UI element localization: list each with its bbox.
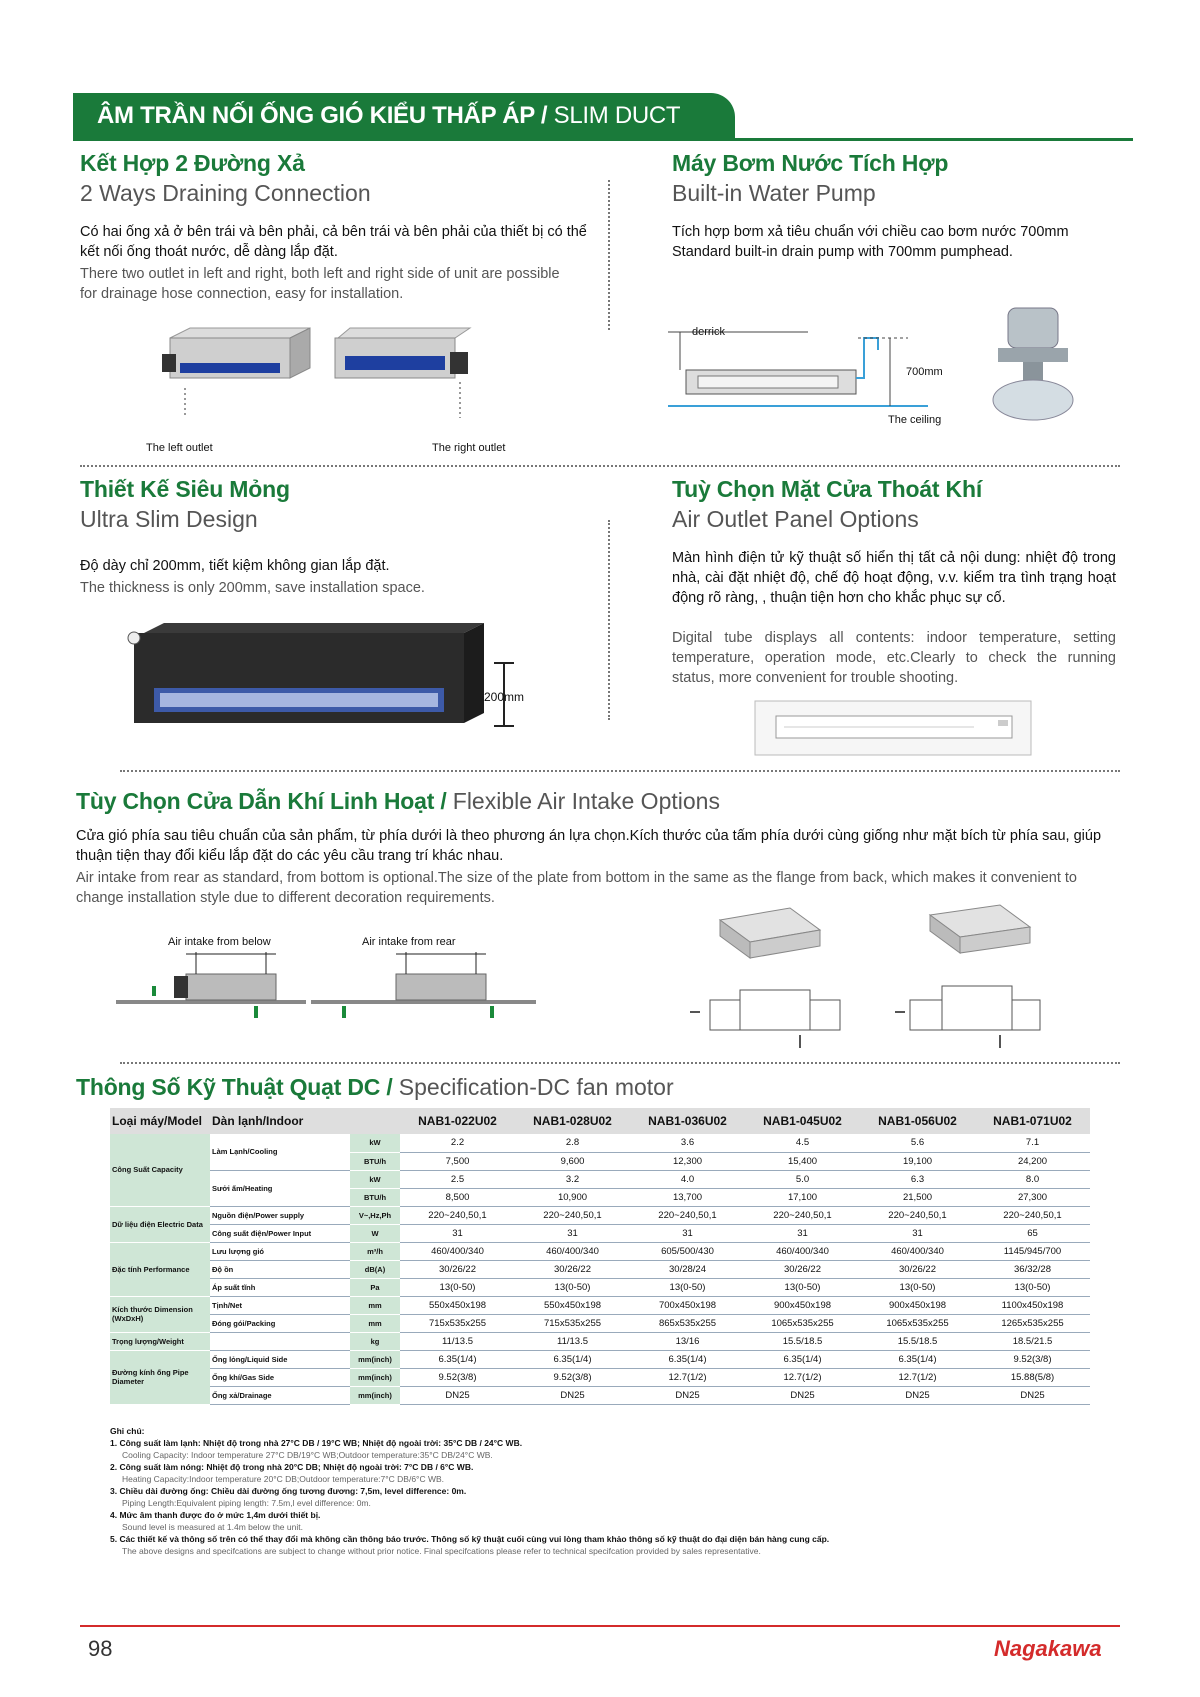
- spec-value: 220~240,50,1: [630, 1206, 745, 1224]
- spec-value: 8,500: [400, 1188, 515, 1206]
- header-model: NAB1-056U02: [860, 1108, 975, 1134]
- spec-value: 6.35(1/4): [860, 1350, 975, 1368]
- spec-value: 700x450x198: [630, 1296, 745, 1314]
- spec-value: 30/26/22: [745, 1260, 860, 1278]
- spec-row: [110, 1350, 1090, 1368]
- spec-unit: V~,Hz,Ph: [350, 1206, 400, 1224]
- spec-value: DN25: [975, 1386, 1090, 1404]
- spec-value: 9.52(3/8): [975, 1350, 1090, 1368]
- spec-unit: BTU/h: [350, 1188, 400, 1206]
- pump-height-label: 700mm: [906, 366, 943, 378]
- spec-value: 24,200: [975, 1152, 1090, 1170]
- note-vi: 3. Chiều dài đường ống: Chiều dài đường ống tương đương: 7,5m, level difference: 0m.: [110, 1486, 467, 1496]
- spec-value: 6.35(1/4): [515, 1350, 630, 1368]
- spec-value: 21,500: [860, 1188, 975, 1206]
- spec-value: 220~240,50,1: [515, 1206, 630, 1224]
- air-intake-unit-images: [680, 900, 1120, 1050]
- spec-value: 8.0: [975, 1170, 1090, 1188]
- spec-value: 12,300: [630, 1152, 745, 1170]
- brand-logo: Nagakawa: [994, 1636, 1102, 1661]
- spec-value: 7,500: [400, 1152, 515, 1170]
- spec-item-label: [210, 1332, 350, 1350]
- spec-value: 30/26/22: [860, 1260, 975, 1278]
- sec4-title-vi: Tuỳ Chọn Mặt Cửa Thoát Khí: [672, 476, 983, 502]
- spec-value: DN25: [400, 1386, 515, 1404]
- sec2-text-vi: Tích hợp bơm xả tiêu chuẩn với chiều cao bơm nước 700mm: [672, 224, 1069, 240]
- sec5-text-vi: Cửa gió phía sau tiêu chuẩn của sản phẩm, từ phía dưới là theo phương án lựa chọn.Kích thước của tấm phía dưới cùng giống như mặt bích từ phía sau, giúp thuận tiện thay đổi kiểu lắp đặt do các yêu cầu trang trí khác nhau.: [76, 828, 1102, 864]
- spec-value: 220~240,50,1: [745, 1206, 860, 1224]
- intake-below-label: Air intake from below: [168, 936, 271, 948]
- spec-group-label: Dữ liệu điện Electric Data: [110, 1206, 210, 1242]
- divider-horizontal-1: [80, 465, 1120, 467]
- section-banner: [73, 93, 735, 139]
- intake-rear-label: Air intake from rear: [362, 936, 456, 948]
- water-pump-image: [978, 300, 1088, 430]
- spec-value: 13(0-50): [975, 1278, 1090, 1296]
- spec-row: [110, 1170, 1090, 1188]
- spec-group-label: Kích thước Dimension (WxDxH): [110, 1296, 210, 1332]
- note-vi: 1. Công suất làm lạnh: Nhiệt độ trong nhà 27°C DB / 19°C WB; Nhiệt độ ngoài trời: 35°C DB / 24°C WB.: [110, 1438, 523, 1448]
- spec-value: DN25: [515, 1386, 630, 1404]
- spec-value: 6.35(1/4): [630, 1350, 745, 1368]
- spec-item-label: Ống xả/Drainage: [210, 1386, 350, 1404]
- spec-value: 220~240,50,1: [400, 1206, 515, 1224]
- spec-value: 30/26/22: [400, 1260, 515, 1278]
- spec-value: 6.35(1/4): [745, 1350, 860, 1368]
- spec-item-label: Đóng gói/Packing: [210, 1314, 350, 1332]
- sec2-text-en: Standard built-in drain pump with 700mm pumphead.: [672, 244, 1013, 260]
- thickness-label: 200mm: [484, 690, 525, 704]
- sec4-text-en: Digital tube displays all contents: indoor temperature, setting temperature, operation mode, etc.Clearly to check the running status, more convenient for trouble shooting.: [672, 630, 1116, 686]
- spec-value: 4.0: [630, 1170, 745, 1188]
- spec-group-label: Công Suất Capacity: [110, 1134, 210, 1206]
- air-intake-diagrams: [116, 952, 546, 1022]
- spec-value: 13(0-50): [745, 1278, 860, 1296]
- sec1-text-en: There two outlet in left and right, both left and right side of unit are possible for drainage hose connection, easy for installation.: [80, 266, 560, 302]
- spec-item-label: Lưu lượng gió: [210, 1242, 350, 1260]
- spec-value: 5.6: [860, 1134, 975, 1152]
- sec5-title-vi: Tùy Chọn Cửa Dẫn Khí Linh Hoạt /: [76, 788, 453, 814]
- spec-row: [110, 1296, 1090, 1314]
- spec-value: 6.3: [860, 1170, 975, 1188]
- spec-value: 12.7(1/2): [860, 1368, 975, 1386]
- spec-row: [110, 1278, 1090, 1296]
- left-outlet-label: The left outlet: [146, 442, 213, 454]
- spec-value: 13/16: [630, 1332, 745, 1350]
- spec-row: [110, 1224, 1090, 1242]
- spec-value: 3.6: [630, 1134, 745, 1152]
- spec-item-label: Ống khí/Gas Side: [210, 1368, 350, 1386]
- spec-value: DN25: [745, 1386, 860, 1404]
- spec-value: 10,900: [515, 1188, 630, 1206]
- spec-value: 18.5/21.5: [975, 1332, 1090, 1350]
- spec-value: 7.1: [975, 1134, 1090, 1152]
- sec5-title: [76, 788, 720, 815]
- sec5-title-en: Flexible Air Intake Options: [452, 788, 720, 814]
- spec-value: 1100x450x198: [975, 1296, 1090, 1314]
- sec3-text-en: The thickness is only 200mm, save installation space.: [80, 580, 425, 596]
- spec-unit: mm(inch): [350, 1368, 400, 1386]
- spec-value: 13(0-50): [515, 1278, 630, 1296]
- spec-value: 13(0-50): [860, 1278, 975, 1296]
- spec-item-label: Làm Lạnh/Cooling: [210, 1134, 350, 1170]
- spec-value: 1065x535x255: [745, 1314, 860, 1332]
- spec-item-label: Nguồn điện/Power supply: [210, 1206, 350, 1224]
- banner-title-en: SLIM DUCT: [553, 102, 681, 129]
- spec-unit: dB(A): [350, 1260, 400, 1278]
- sec2-title-en: Built-in Water Pump: [672, 180, 876, 206]
- spec-row: [110, 1242, 1090, 1260]
- spec-value: 460/400/340: [400, 1242, 515, 1260]
- spec-unit: Pa: [350, 1278, 400, 1296]
- right-outlet-label: The right outlet: [432, 442, 506, 454]
- spec-unit: mm(inch): [350, 1386, 400, 1404]
- sec5-text-en: Air intake from rear as standard, from bottom is optional.The size of the plate from bottom in the same as the flange from back, which makes it convenient to change installation style due to different decoration requirements.: [76, 870, 1077, 906]
- header-model: NAB1-022U02: [400, 1108, 515, 1134]
- spec-value: 9.52(3/8): [515, 1368, 630, 1386]
- spec-title-en: Specification-DC fan motor: [398, 1074, 674, 1100]
- spec-value: DN25: [630, 1386, 745, 1404]
- sec3-title-en: Ultra Slim Design: [80, 506, 258, 532]
- header-indoor: Dàn lạnh/Indoor: [210, 1108, 400, 1134]
- spec-value: 13(0-50): [400, 1278, 515, 1296]
- sec1-text-vi: Có hai ống xả ở bên trái và bên phải, cả bên trái và bên phải của thiết bị có thể kết nối ống thoát nước, dễ dàng lắp đặt.: [80, 224, 587, 260]
- divider-vertical-2: [608, 520, 610, 720]
- spec-item-label: Áp suất tĩnh: [210, 1278, 350, 1296]
- spec-value: 12.7(1/2): [745, 1368, 860, 1386]
- derrick-label: derrick: [692, 326, 726, 338]
- ceiling-label: The ceiling: [888, 414, 942, 426]
- sec2-title-vi: Máy Bơm Nước Tích Hợp: [672, 150, 949, 176]
- spec-value: 1145/945/700: [975, 1242, 1090, 1260]
- spec-value: DN25: [860, 1386, 975, 1404]
- sec3-title-vi: Thiết Kế Siêu Mỏng: [80, 476, 290, 502]
- spec-unit: mm: [350, 1296, 400, 1314]
- spec-value: 1065x535x255: [860, 1314, 975, 1332]
- spec-table-wrap: [110, 1108, 1090, 1405]
- divider-horizontal-3: [120, 1062, 1120, 1064]
- duct-units-outlets-image: [160, 318, 500, 438]
- spec-value: 220~240,50,1: [860, 1206, 975, 1224]
- spec-item-label: Sưởi ấm/Heating: [210, 1170, 350, 1206]
- note-vi: 2. Công suất làm nóng: Nhiệt độ trong nhà 20°C DB; Nhiệt độ ngoài trời: 7°C DB / 6°C WB.: [110, 1462, 474, 1472]
- spec-row: [110, 1134, 1090, 1152]
- spec-row: [110, 1332, 1090, 1350]
- header-model: NAB1-028U02: [515, 1108, 630, 1134]
- spec-value: 11/13.5: [400, 1332, 515, 1350]
- spec-value: 900x450x198: [745, 1296, 860, 1314]
- spec-value: 550x450x198: [400, 1296, 515, 1314]
- spec-unit: W: [350, 1224, 400, 1242]
- note-en: Piping Length:Equivalent piping length: 7.5m,l evel difference: 0m.: [122, 1498, 371, 1508]
- banner-title-vi: ÂM TRẦN NỐI ỐNG GIÓ KIỂU THẤP ÁP /: [97, 102, 554, 129]
- spec-value: 220~240,50,1: [975, 1206, 1090, 1224]
- spec-item-label: Độ ồn: [210, 1260, 350, 1278]
- air-outlet-panel-image: [754, 700, 1034, 758]
- header-model: NAB1-045U02: [745, 1108, 860, 1134]
- spec-value: 15,400: [745, 1152, 860, 1170]
- spec-value: 31: [515, 1224, 630, 1242]
- spec-value: 27,300: [975, 1188, 1090, 1206]
- spec-value: 715x535x255: [400, 1314, 515, 1332]
- spec-value: 31: [860, 1224, 975, 1242]
- spec-unit: mm: [350, 1314, 400, 1332]
- spec-value: 17,100: [745, 1188, 860, 1206]
- spec-value: 11/13.5: [515, 1332, 630, 1350]
- sec3-text-vi: Độ dày chỉ 200mm, tiết kiệm không gian lắp đặt.: [80, 558, 390, 574]
- spec-value: 6.35(1/4): [400, 1350, 515, 1368]
- slim-unit-image: [124, 618, 524, 738]
- spec-value: 550x450x198: [515, 1296, 630, 1314]
- spec-value: 2.8: [515, 1134, 630, 1152]
- spec-group-label: Đường kính ống Pipe Diameter: [110, 1350, 210, 1404]
- sec4-title-en: Air Outlet Panel Options: [672, 506, 919, 532]
- spec-value: 13(0-50): [630, 1278, 745, 1296]
- notes: [110, 1425, 1110, 1557]
- spec-value: 4.5: [745, 1134, 860, 1152]
- spec-value: 65: [975, 1224, 1090, 1242]
- spec-value: 12.7(1/2): [630, 1368, 745, 1386]
- sec4-text-vi: Màn hình điện tử kỹ thuật số hiển thị tất cả nội dung: nhiệt độ trong nhà, cài đặt nhiệt độ, chế độ hoạt động, v.v. kiểm tra tình trạng hoạt động rõ ràng, , thuận tiện hơn cho khắc phục sự cố.: [672, 550, 1116, 606]
- divider-vertical-1: [608, 180, 610, 330]
- note-en: The above designs and specifcations are subject to change without prior notice. Final specifcations please refer to technical specifcation provided by sales representative.: [122, 1546, 761, 1556]
- spec-unit: kW: [350, 1170, 400, 1188]
- spec-header-row: [110, 1108, 1090, 1134]
- sec1-title-vi: Kết Hợp 2 Đường Xả: [80, 150, 305, 176]
- spec-unit: m³/h: [350, 1242, 400, 1260]
- spec-value: 31: [400, 1224, 515, 1242]
- note-vi: 4. Mức âm thanh được đo ở mức 1,4m dưới thiết bị.: [110, 1510, 321, 1520]
- note-vi: 5. Các thiết kế và thông số trên có thể thay đổi mà không cần thông báo trước. Thông số kỹ thuật cuối cùng vui lòng tham khảo thông số kỹ thuật do đại diện bán hàng cung cấp.: [110, 1534, 830, 1544]
- note-en: Cooling Capacity: Indoor temperature 27°C DB/19°C WB;Outdoor temperature:35°C DB/24°C WB.: [122, 1450, 493, 1460]
- spec-unit: kW: [350, 1134, 400, 1152]
- spec-value: 900x450x198: [860, 1296, 975, 1314]
- spec-value: 15.5/18.5: [860, 1332, 975, 1350]
- spec-value: 460/400/340: [860, 1242, 975, 1260]
- footer-line: [80, 1625, 1120, 1627]
- spec-value: 1265x535x255: [975, 1314, 1090, 1332]
- spec-row: [110, 1314, 1090, 1332]
- spec-value: 15.88(5/8): [975, 1368, 1090, 1386]
- spec-value: 2.5: [400, 1170, 515, 1188]
- note-en: Heating Capacity:Indoor temperature 20°C DB;Outdoor temperature:7°C DB/6°C WB.: [122, 1474, 445, 1484]
- spec-value: 36/32/28: [975, 1260, 1090, 1278]
- spec-unit: kg: [350, 1332, 400, 1350]
- spec-row: [110, 1206, 1090, 1224]
- spec-value: 460/400/340: [745, 1242, 860, 1260]
- spec-value: 9.52(3/8): [400, 1368, 515, 1386]
- spec-value: 13,700: [630, 1188, 745, 1206]
- spec-title-vi: Thông Số Kỹ Thuật Quạt DC /: [76, 1074, 399, 1100]
- spec-unit: mm(inch): [350, 1350, 400, 1368]
- header-model: NAB1-071U02: [975, 1108, 1090, 1134]
- spec-value: 30/26/22: [515, 1260, 630, 1278]
- spec-value: 31: [745, 1224, 860, 1242]
- spec-value: 715x535x255: [515, 1314, 630, 1332]
- sec1-title-en: 2 Ways Draining Connection: [80, 180, 371, 206]
- spec-row: [110, 1386, 1090, 1404]
- spec-value: 865x535x255: [630, 1314, 745, 1332]
- page-number: 98: [88, 1636, 113, 1661]
- spec-value: 2.2: [400, 1134, 515, 1152]
- spec-value: 19,100: [860, 1152, 975, 1170]
- spec-group-label: Đặc tính Performance: [110, 1242, 210, 1296]
- spec-value: 3.2: [515, 1170, 630, 1188]
- banner-line: [73, 138, 1133, 141]
- divider-horizontal-2: [120, 770, 1120, 772]
- spec-row: [110, 1260, 1090, 1278]
- spec-item-label: Tịnh/Net: [210, 1296, 350, 1314]
- spec-unit: BTU/h: [350, 1152, 400, 1170]
- note-en: Sound level is measured at 1.4m below the unit.: [122, 1522, 303, 1532]
- spec-value: 9,600: [515, 1152, 630, 1170]
- spec-item-label: Ống lỏng/Liquid Side: [210, 1350, 350, 1368]
- header-type: Loại máy/Model: [110, 1108, 210, 1134]
- spec-value: 605/500/430: [630, 1242, 745, 1260]
- spec-item-label: Công suất điện/Power Input: [210, 1224, 350, 1242]
- spec-group-label: Trọng lượng/Weight: [110, 1332, 210, 1350]
- spec-value: 460/400/340: [515, 1242, 630, 1260]
- spec-row: [110, 1368, 1090, 1386]
- spec-title: [76, 1074, 674, 1101]
- spec-value: 15.5/18.5: [745, 1332, 860, 1350]
- header-model: NAB1-036U02: [630, 1108, 745, 1134]
- spec-value: 30/28/24: [630, 1260, 745, 1278]
- spec-value: 31: [630, 1224, 745, 1242]
- spec-value: 5.0: [745, 1170, 860, 1188]
- notes-title: Ghi chú:: [110, 1426, 145, 1436]
- spec-table: [110, 1108, 1090, 1405]
